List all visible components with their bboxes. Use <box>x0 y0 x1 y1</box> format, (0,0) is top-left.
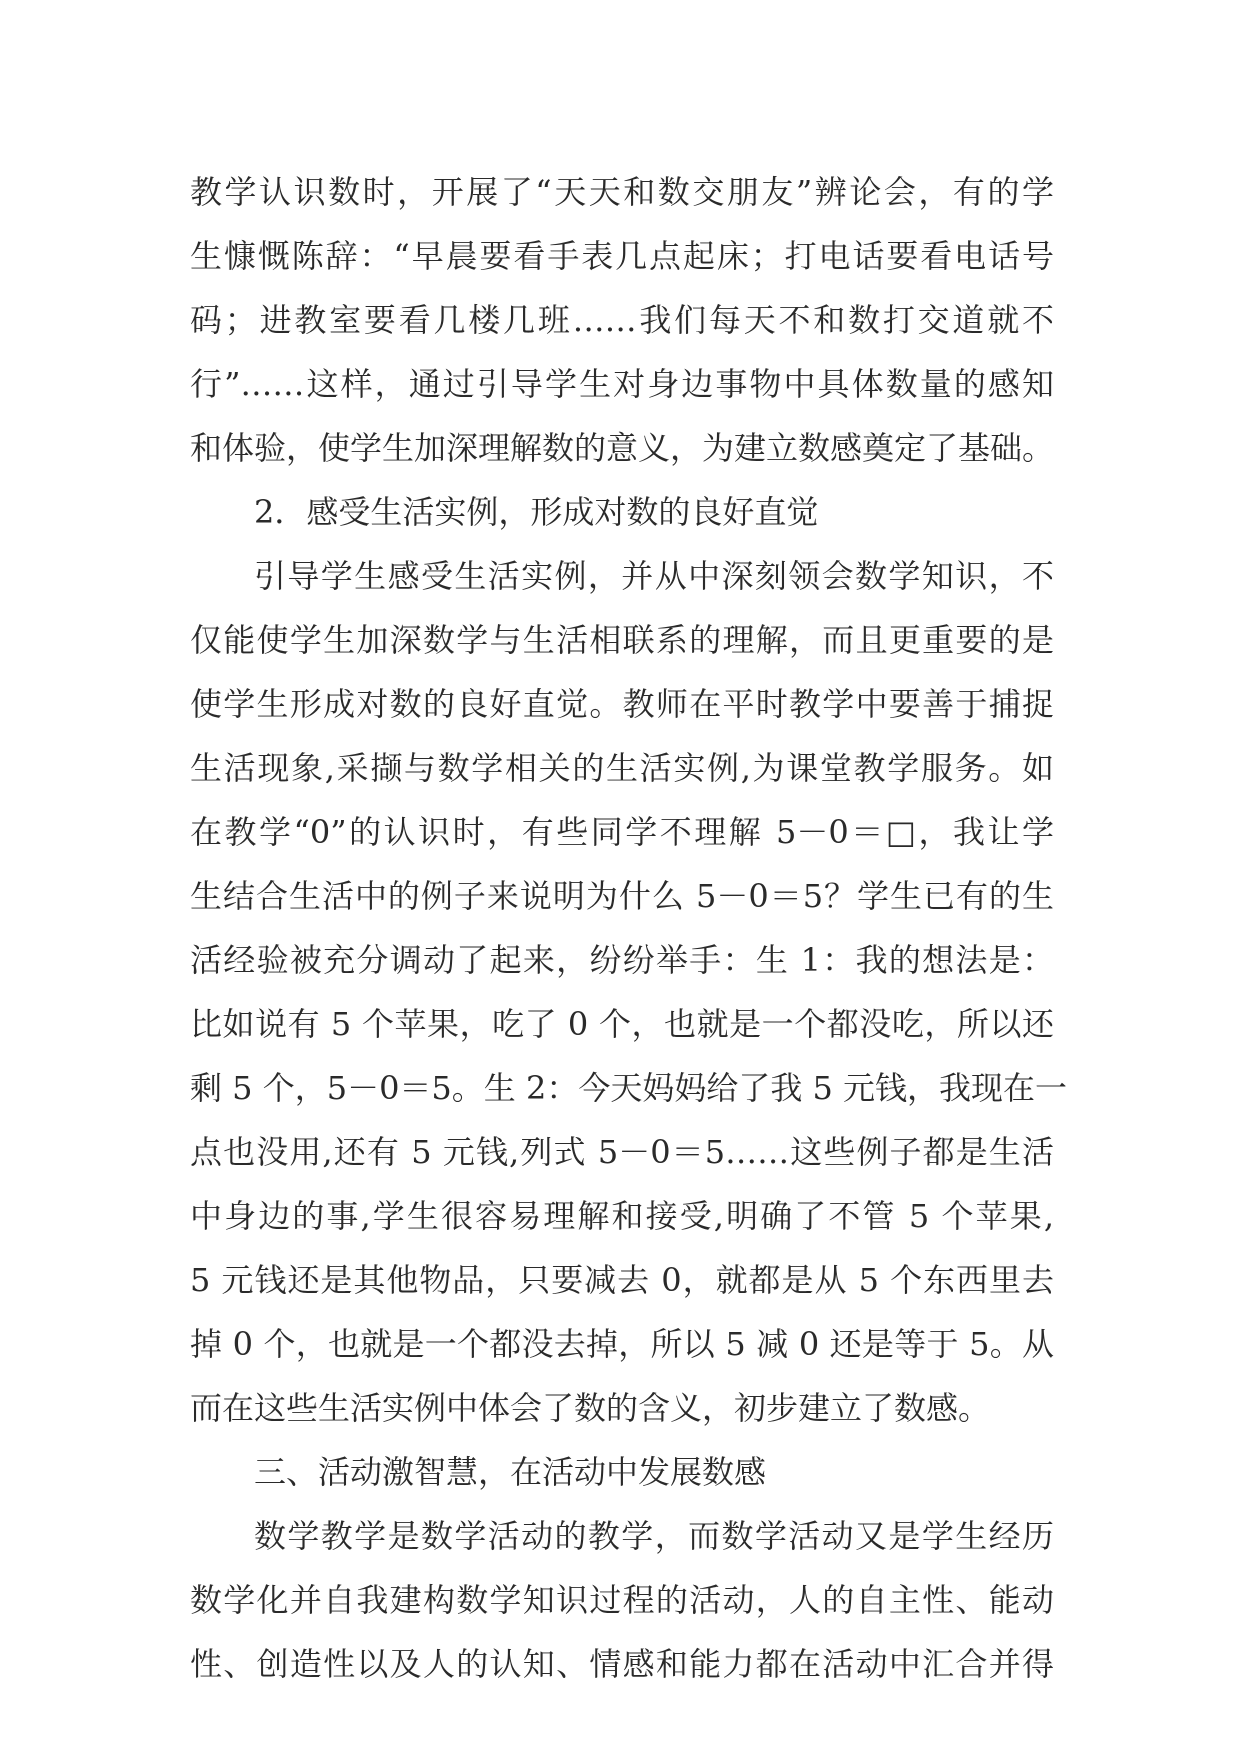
paragraph-line: 使学生形成对数的良好直觉。教师在平时教学中要善于捕捉 <box>190 685 1054 723</box>
paragraph-line: 活经验被充分调动了起来，纷纷举手：生 1：我的想法是： <box>190 941 1054 979</box>
section-heading: 2．感受生活实例，形成对数的良好直觉 <box>254 493 819 531</box>
document-body <box>190 160 1068 1696</box>
paragraph-line: 数学教学是数学活动的教学，而数学活动又是学生经历 <box>254 1517 1054 1555</box>
paragraph-line: 5 元钱还是其他物品，只要减去 0，就都是从 5 个东西里去 <box>190 1261 1054 1299</box>
paragraph-line: 比如说有 5 个苹果，吃了 0 个，也就是一个都没吃，所以还 <box>190 1005 1054 1043</box>
paragraph-line: 教学认识数时，开展了“天天和数交朋友”辨论会，有的学 <box>190 173 1054 211</box>
paragraph-line: 掉 0 个，也就是一个都没去掉，所以 5 减 0 还是等于 5。从 <box>190 1325 1054 1363</box>
section-heading: 三、活动激智慧，在活动中发展数感 <box>254 1453 767 1491</box>
paragraph-line: 在教学“0”的认识时，有些同学不理解 5－0＝□，我让学 <box>190 813 1054 851</box>
paragraph-line: 码；进教室要看几楼几班……我们每天不和数打交道就不 <box>190 301 1054 339</box>
paragraph-line: 中身边的事,学生很容易理解和接受,明确了不管 5 个苹果, <box>190 1197 1054 1235</box>
paragraph-line: 生结合生活中的例子来说明为什么 5－0＝5？学生已有的生 <box>190 877 1054 915</box>
paragraph-line: 数学化并自我建构数学知识过程的活动，人的自主性、能动 <box>190 1581 1054 1619</box>
paragraph-line: 剩 5 个，5－0＝5。生 2：今天妈妈给了我 5 元钱，我现在一 <box>190 1069 1068 1107</box>
paragraph-line: 生活现象,采撷与数学相关的生活实例,为课堂教学服务。如 <box>190 749 1054 787</box>
paragraph-line: 而在这些生活实例中体会了数的含义，初步建立了数感。 <box>190 1389 991 1427</box>
paragraph-line: 行”……这样，通过引导学生对身边事物中具体数量的感知 <box>190 365 1054 403</box>
paragraph-line: 性、创造性以及人的认知、情感和能力都在活动中汇合并得 <box>190 1645 1054 1683</box>
paragraph-line: 和体验，使学生加深理解数的意义，为建立数感奠定了基础。 <box>190 429 1055 467</box>
paragraph-line: 仅能使学生加深数学与生活相联系的理解，而且更重要的是 <box>190 621 1054 659</box>
paragraph-line: 点也没用,还有 5 元钱,列式 5－0＝5……这些例子都是生活 <box>190 1133 1054 1171</box>
paragraph-line: 生慷慨陈辞：“早晨要看手表几点起床；打电话要看电话号 <box>190 237 1054 275</box>
paragraph-line: 引导学生感受生活实例，并从中深刻领会数学知识，不 <box>254 557 1054 595</box>
